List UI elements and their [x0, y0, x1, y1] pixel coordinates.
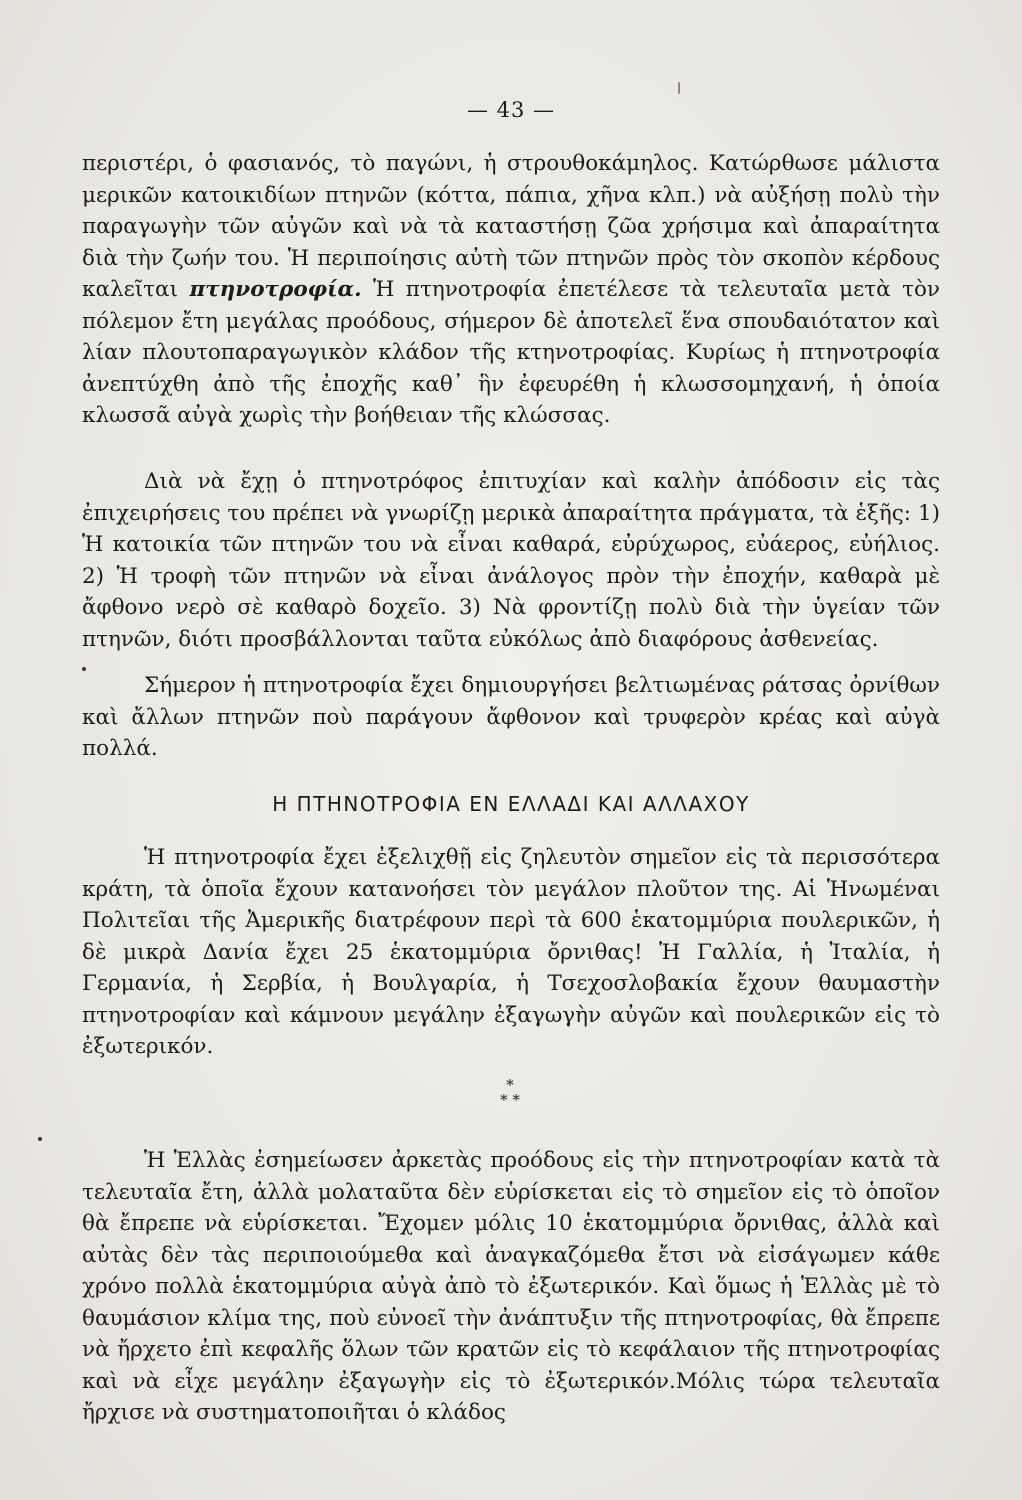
- paragraph-today: [82, 670, 940, 765]
- paragraph-intro: [82, 148, 940, 432]
- asterism-top: *: [506, 1076, 514, 1094]
- paragraph-text-continued: Ἡ πτηνοτροφία ἐπετέλεσε τὰ τελευταῖα μετὰ τὸν πόλεμον ἔτη μεγάλας προόδους, σήμερον δὲ ἀποτελεῖ ἕνα σπουδαιότατον καὶ λίαν πλουτοπαραγωγικὸν κλάδον τῆς κτηνοτροφίας. Κυρίως ἡ πτηνοτροφία ἀνεπτύχθη ἀπὸ τῆς ἐποχῆς καθ᾽ ἣν ἐφευρέθη ἡ κλωσσομηχανή, ἡ ὁποία κλωσσᾶ αὐγὰ χωρὶς τὴν βοήθειαν τῆς κλώσσας.: [82, 277, 940, 428]
- asterism-separator: [480, 1078, 540, 1118]
- paragraph-text-start: περιστέρι, ὁ φασιανός, τὸ παγώνι, ἡ στρουθοκάμηλος. Κατώρθωσε μάλιστα μερικῶν κατοικιδίων πτηνῶν (κόττα, πάπια, χῆνα κλπ.) νὰ αὐξήσῃ πολὺ τὴν παραγωγὴν τῶν αὐγῶν καὶ νὰ τὰ καταστήσῃ ζῶα χρήσιμα καὶ ἀπαραίτητα διὰ τὴν ζωήν του. Ἡ περιποίησις αὐτὴ τῶν πτηνῶν πρὸς τὸν σκοπὸν κέρδους καλεῖται: [82, 151, 940, 302]
- scan-speck: [38, 1137, 42, 1141]
- paragraph-text: Διὰ νὰ ἔχῃ ὁ πτηνοτρόφος ἐπιτυχίαν καὶ καλὴν ἀπόδοσιν εἰς τὰς ἐπιχειρήσεις του πρέπει νὰ γνωρίζῃ μερικὰ ἀπαραίτητα πράγματα, τὰ ἑξῆς: 1) Ἡ κατοικία τῶν πτηνῶν του νὰ εἶναι καθαρά, εὐρύχωρος, εὐάερος, εὐήλιος. 2) Ἡ τροφὴ τῶν πτηνῶν νὰ εἶναι ἀνάλογος πρὸν τὴν ἐποχήν, καθαρὰ μὲ ἄφθονο νερὸ σὲ καθαρὸ δοχεῖο. 3) Νὰ φροντίζῃ πολὺ διὰ τὴν ὑγείαν τῶν πτηνῶν, διότι προσβάλλονται ταῦτα εὐκόλως ἀπὸ διαφόρους ἀσθενείας.: [82, 469, 940, 652]
- page-number: — 43 —: [466, 98, 556, 122]
- paragraph-requirements: [82, 466, 940, 655]
- paragraph-greece: [82, 1145, 940, 1429]
- section-heading: Η ΠΤΗΝΟΤΡΟΦΙΑ ΕΝ ΕΛΛΑΔΙ ΚΑΙ ΑΛΛΑΧΟΥ: [272, 792, 750, 816]
- scan-speck: [82, 667, 86, 671]
- scan-speck: [678, 82, 680, 94]
- asterism-bottom: * *: [500, 1091, 520, 1109]
- paragraph-text: Ἡ πτηνοτροφία ἔχει ἐξελιχθῇ εἰς ζηλευτὸν σημεῖον εἰς τὰ περισσότερα κράτη, τὰ ὁποῖα ἔχουν κατανοήσει τὸν μεγάλον πλοῦτον της. Αἱ Ἡνωμέναι Πολιτεῖαι τῆς Ἀμερικῆς διατρέφουν περὶ τὰ 600 ἑκατομμύρια πουλερικῶν, ἡ δὲ μικρὰ Δανία ἔχει 25 ἑκατομμύρια ὄρνιθας! Ἡ Γαλλία, ἡ Ἰταλία, ἡ Γερμανία, ἡ Σερβία, ἡ Βουλγαρία, ἡ Τσεχοσλοβακία ἔχουν θαυμαστὴν πτηνοτροφίαν καὶ κάμνουν μεγάλην ἐξαγωγὴν αὐγῶν καὶ πουλερικῶν εἰς τὸ ἐξωτερικόν.: [82, 845, 940, 1059]
- paragraph-abroad: [82, 842, 940, 1063]
- emphasized-term: πτηνοτροφία.: [189, 277, 362, 302]
- paragraph-text: Σήμερον ἡ πτηνοτροφία ἔχει δημιουργήσει βελτιωμένας ράτσας ὀρνίθων καὶ ἄλλων πτηνῶν ποὺ παράγουν ἄφθονον καὶ τρυφερὸν κρέας καὶ αὐγὰ πολλά.: [82, 673, 940, 761]
- paragraph-text: Ἡ Ἑλλὰς ἐσημείωσεν ἀρκετὰς προόδους εἰς τὴν πτηνοτροφίαν κατὰ τὰ τελευταῖα ἔτη, ἀλλὰ μολαταῦτα δὲν εὑρίσκεται εἰς τὸ σημεῖον εἰς τὸ ὁποῖον θὰ ἔπρεπε νὰ εὑρίσκεται. Ἔχομεν μόλις 10 ἑκατομμύρια ὄρνιθας, ἀλλὰ καὶ αὐτὰς δὲν τὰς περιποιούμεθα καὶ ἀναγκαζόμεθα ἔτσι νὰ εἰσάγωμεν κάθε χρόνο πολλὰ ἑκατομμύρια αὐγὰ ἀπὸ τὸ ἐξωτερικόν. Καὶ ὅμως ἡ Ἑλλὰς μὲ τὸ θαυμάσιον κλίμα της, ποὺ εὐνοεῖ τὴν ἀνάπτυξιν τῆς πτηνοτροφίας, θὰ ἔπρεπε νὰ ἤρχετο ἐπὶ κεφαλῆς ὅλων τῶν κρατῶν εἰς τὸ κεφάλαιον τῆς πτηνοτροφίας καὶ νὰ εἶχε μεγάλην ἐξαγωγὴν εἰς τὸ ἐξωτερικόν.Μόλις τώρα τελευταῖα ἤρχισε νὰ συστηματοποιῆται ὁ κλάδος: [82, 1148, 940, 1425]
- paragraph-text: [82, 148, 940, 432]
